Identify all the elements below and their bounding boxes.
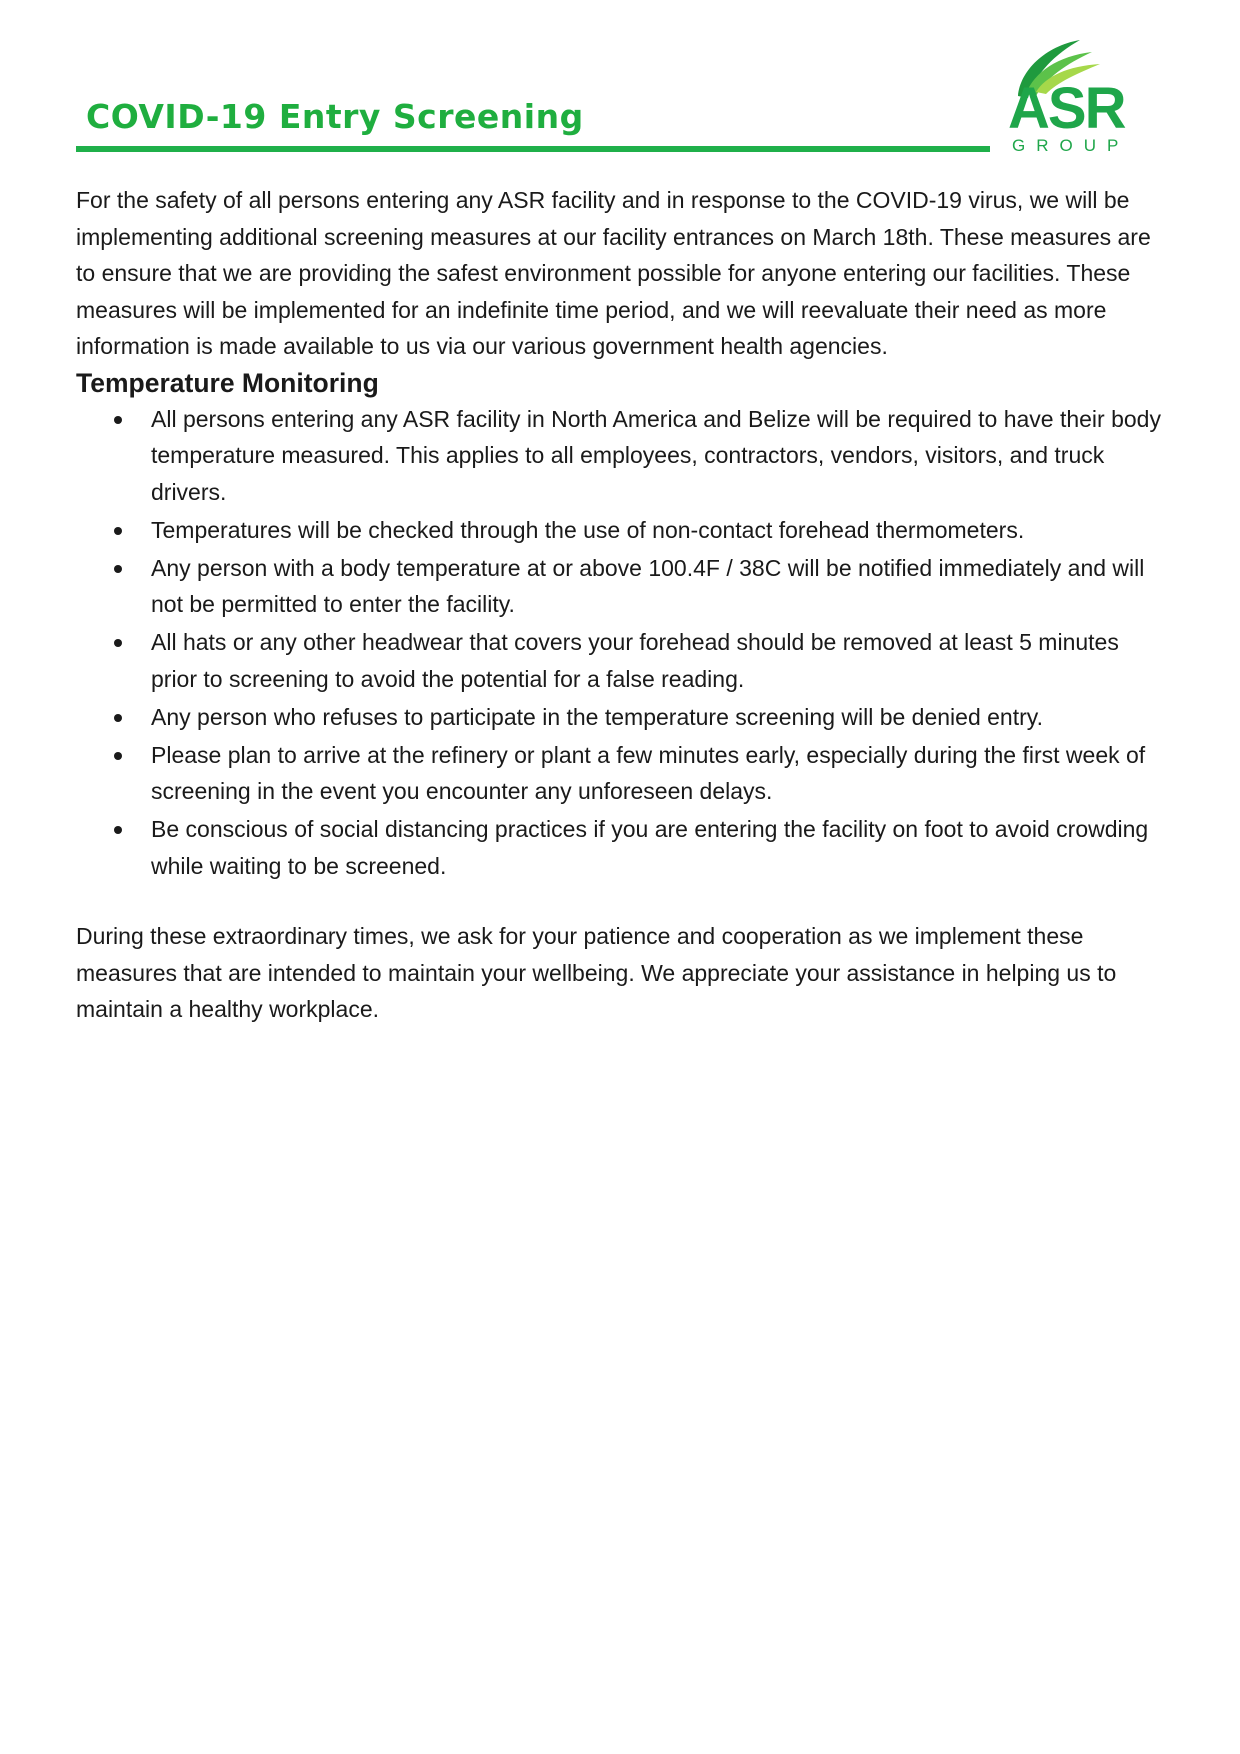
- logo-wordmark: ASR: [1008, 76, 1125, 141]
- list-item-text: All persons entering any ASR facility in North America and Belize will be required to have their body temperature measured. This applies to all employees, contractors, vendors, visitors, and truck drivers.: [151, 405, 1161, 505]
- list-item: [76, 811, 1166, 884]
- list-item: [76, 737, 1166, 810]
- bullet-icon: [114, 752, 122, 760]
- list-item: [76, 401, 1166, 511]
- bullet-icon: [114, 527, 122, 535]
- bullet-icon: [114, 714, 122, 722]
- list-item: [76, 699, 1166, 736]
- page-title: COVID-19 Entry Screening: [86, 97, 584, 136]
- list-item-text: Any person with a body temperature at or above 100.4F / 38C will be notified immediately and will not be permitted to enter the facility.: [151, 554, 1145, 617]
- list-item-text: Any person who refuses to participate in the temperature screening will be denied entry.: [151, 703, 1043, 730]
- bullet-list: [76, 401, 1166, 885]
- list-item-text: Please plan to arrive at the refinery or plant a few minutes early, especially during the first week of screening in the event you encounter any unforeseen delays.: [151, 741, 1146, 804]
- list-item-text: All hats or any other headwear that covers your forehead should be removed at least 5 minutes prior to screening to avoid the potential for a false reading.: [151, 629, 1119, 692]
- section-heading: Temperature Monitoring: [76, 367, 379, 398]
- bullet-icon: [114, 565, 122, 573]
- list-item-text: Temperatures will be checked through the use of non-contact forehead thermometers.: [151, 516, 1025, 543]
- document-body: [76, 182, 1166, 1028]
- intro-paragraph: For the safety of all persons entering any ASR facility and in response to the COVID-19 virus, we will be implementing additional screening measures at our facility entrances on March 18th. These measures are to ensure that we are providing the safest environment possible for anyone entering our facilities. These measures will be implemented for an indefinite time period, and we will reevaluate their need as more information is made available to us via our various government health agencies.: [76, 187, 1151, 359]
- list-item-text: Be conscious of social distancing practices if you are entering the facility on foot to avoid crowding while waiting to be screened.: [151, 816, 1149, 879]
- closing-paragraph: During these extraordinary times, we ask for your patience and cooperation as we implement these measures that are intended to maintain your wellbeing. We appreciate your assistance in helping us to maintain a healthy workplace.: [76, 923, 1117, 1022]
- list-item: [76, 550, 1166, 623]
- logo-subtitle: GROUP: [1012, 136, 1130, 155]
- bullet-icon: [114, 639, 122, 647]
- bullet-icon: [114, 416, 122, 424]
- list-item: [76, 512, 1166, 549]
- bullet-icon: [114, 826, 122, 834]
- title-underline: [76, 146, 990, 152]
- list-item: [76, 624, 1166, 697]
- asr-group-logo: [1000, 36, 1170, 156]
